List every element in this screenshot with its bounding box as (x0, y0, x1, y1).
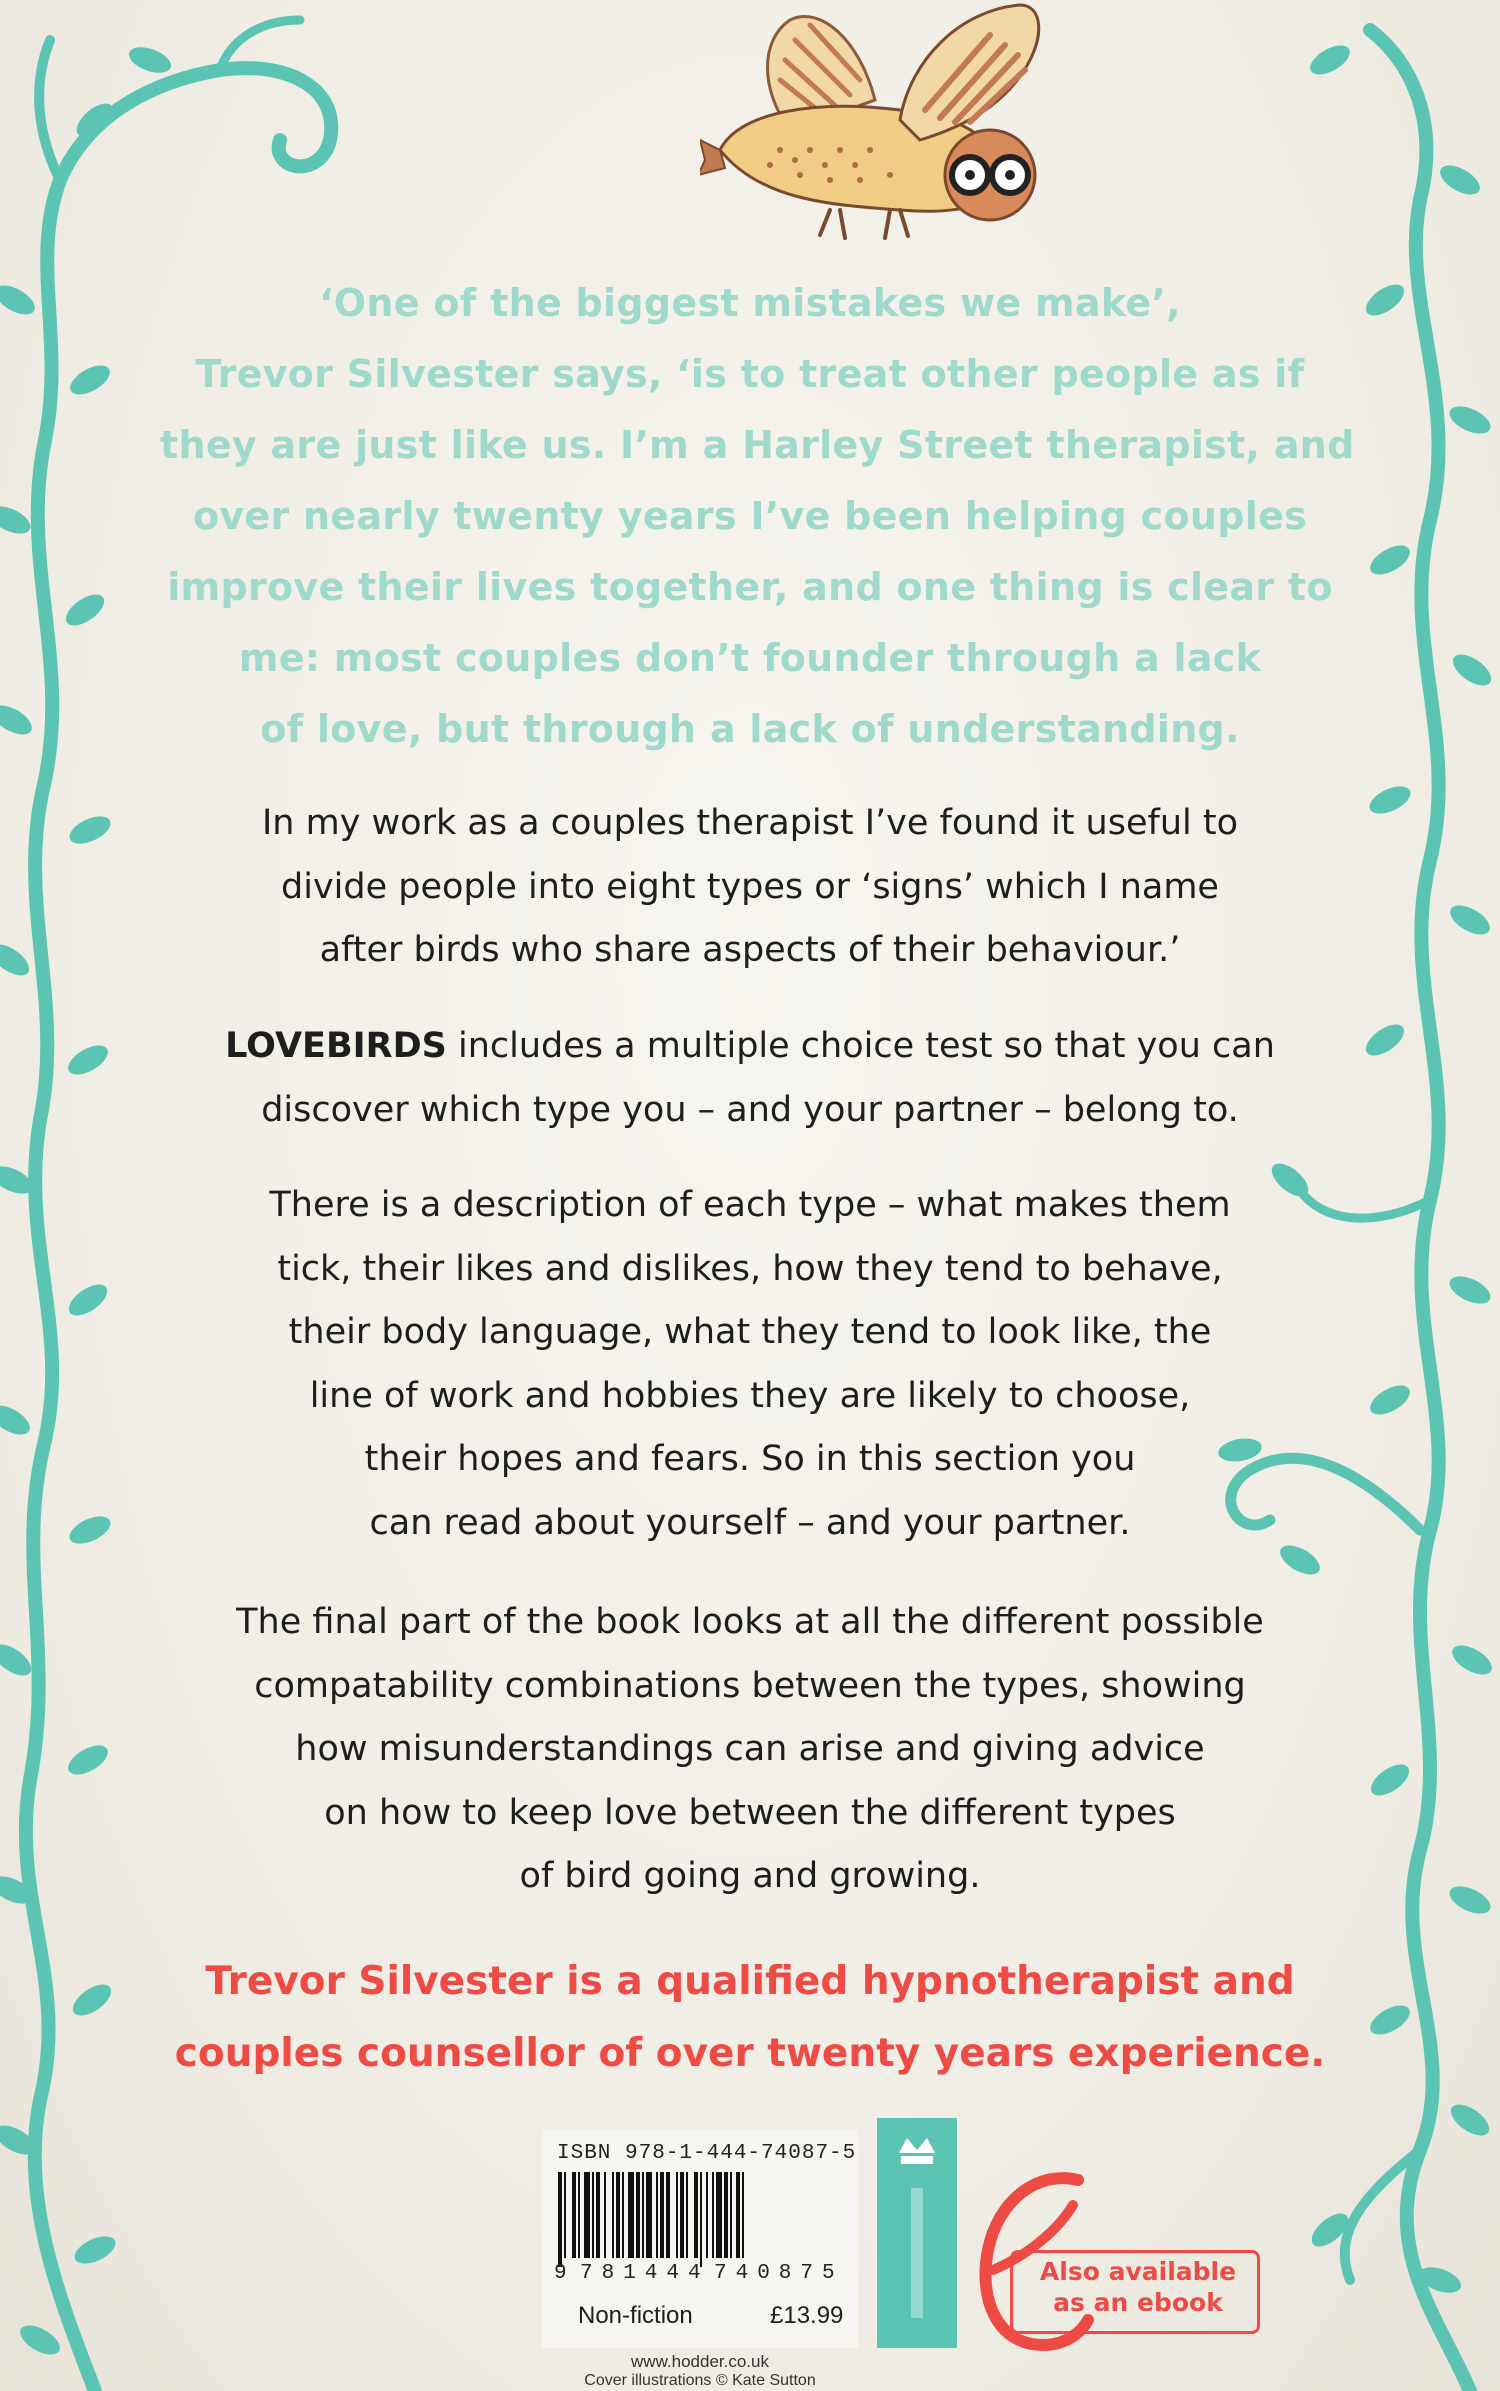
paragraph-intro (160, 792, 1340, 983)
barcode-bar (694, 2172, 698, 2258)
book-category: Non-fiction (578, 2302, 693, 2329)
barcode-bar (616, 2172, 620, 2258)
bio-line: couples counsellor of over twenty years experience. (174, 2031, 1326, 2076)
book-title: LOVEBIRDS (225, 1026, 447, 1066)
publisher-logo-icon (877, 2118, 957, 2348)
barcode-digits (554, 2262, 850, 2288)
barcode-icon (554, 2172, 850, 2267)
paragraph-compatibility (160, 1591, 1340, 1909)
text-line: after birds who share aspects of their behaviour.’ (319, 930, 1181, 970)
barcode-bar (642, 2172, 644, 2258)
barcode-bar (700, 2172, 702, 2267)
barcode-bar (660, 2172, 664, 2258)
owl-illustration-icon (700, 0, 1120, 250)
text-line: discover which type you – and your partner – belong to. (261, 1089, 1239, 1130)
barcode-bar (730, 2172, 732, 2258)
text-line: The final part of the book looks at all the different possible (236, 1602, 1264, 1642)
text-line: of bird going and growing. (519, 1856, 981, 1896)
barcode-bar (736, 2172, 740, 2258)
text-line: In my work as a couples therapist I’ve found it useful to (261, 803, 1239, 843)
barcode-bar (584, 2172, 590, 2258)
quote-line: they are just like us. I’m a Harley Street therapist, and (160, 423, 1355, 467)
barcode-bar (572, 2172, 576, 2258)
text-line: There is a description of each type – what makes them (269, 1185, 1231, 1225)
ebook-line: as an ebook (1053, 2288, 1223, 2317)
quote-line: over nearly twenty years I’ve been helping couples (192, 494, 1308, 538)
book-price: £13.99 (770, 2302, 844, 2329)
barcode-bar (666, 2172, 670, 2258)
barcode-bar (596, 2172, 600, 2258)
text-line (160, 1015, 1340, 1079)
ebook-notice (1018, 2256, 1258, 2318)
barcode-bar (716, 2172, 722, 2258)
paragraph-lovebirds (160, 1015, 1340, 1142)
barcode-bar (604, 2172, 606, 2258)
barcode-bar (646, 2172, 652, 2258)
barcode-bar (564, 2172, 566, 2258)
text-line: line of work and hobbies they are likely to choose, (309, 1375, 1191, 1416)
barcode-bar (686, 2172, 688, 2258)
barcode-bar (578, 2172, 580, 2258)
publisher-url: www.hodder.co.uk (631, 2352, 769, 2371)
barcode-bar (656, 2172, 658, 2258)
barcode-digit-group: 9 (554, 2262, 567, 2285)
barcode-bar (592, 2172, 594, 2258)
text-line: tick, their likes and dislikes, how they tend to behave, (277, 1248, 1223, 1289)
quote-line: ‘One of the biggest mistakes we make’, (319, 281, 1181, 325)
text-line: how misunderstandings can arise and giving advice (295, 1729, 1205, 1769)
pull-quote (160, 268, 1355, 765)
text-line: their hopes and fears. So in this section you (364, 1439, 1136, 1479)
text-line: their body language, what they tend to look like, the (288, 1312, 1212, 1352)
barcode-bar (680, 2172, 684, 2258)
barcode-bar (628, 2172, 634, 2258)
barcode-bar (712, 2172, 714, 2258)
bio-line: Trevor Silvester is a qualified hypnotherapist and (205, 1959, 1295, 2004)
barcode-bar (742, 2172, 744, 2258)
paragraph-types (160, 1174, 1340, 1555)
quote-line: Trevor Silvester says, ‘is to treat other people as if (195, 352, 1305, 396)
barcode-bar (558, 2172, 562, 2267)
cover-credit: Cover illustrations © Kate Sutton (584, 2372, 816, 2389)
text-line: can read about yourself – and your partner. (369, 1502, 1131, 1543)
barcode-digit-group: 740875 (714, 2262, 844, 2285)
quote-line: me: most couples don’t founder through a lack (238, 636, 1262, 680)
barcode-bar (676, 2172, 678, 2258)
quote-line: improve their lives together, and one thing is clear to (167, 565, 1333, 609)
isbn-label: ISBN 978-1-444-74087-5 (557, 2142, 857, 2165)
ebook-line: Also available (1039, 2257, 1237, 2286)
text-line: divide people into eight types or ‘signs’ which I name (281, 866, 1219, 907)
text-line: on how to keep love between the different types (324, 1792, 1176, 1833)
barcode-digit-group: 781444 (580, 2262, 710, 2285)
barcode-bar (612, 2172, 614, 2258)
author-bio (160, 1946, 1340, 2090)
barcode-bar (724, 2172, 728, 2258)
barcode-bar (636, 2172, 640, 2258)
barcode-bar (622, 2172, 624, 2258)
text-line: compatability combinations between the types, showing (254, 1665, 1246, 1706)
barcode-bar (706, 2172, 708, 2258)
text-fragment: includes a multiple choice test so that you can (446, 1026, 1275, 1066)
quote-line: of love, but through a lack of understanding. (260, 707, 1240, 751)
